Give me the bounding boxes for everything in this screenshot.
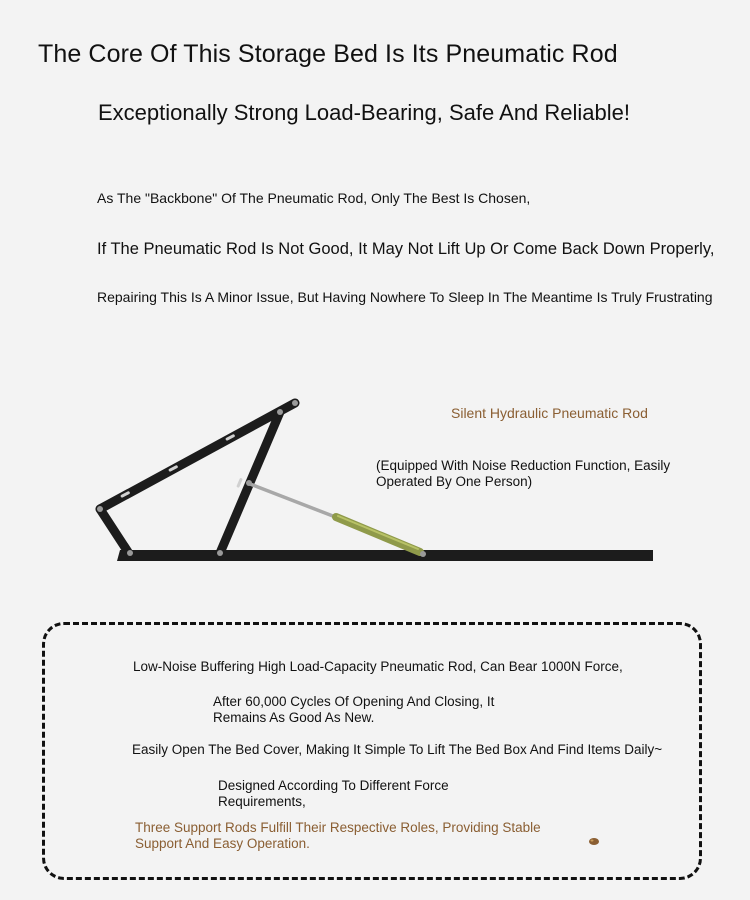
short-link xyxy=(100,509,130,555)
pivot xyxy=(127,550,133,556)
cylinder-highlight xyxy=(338,516,418,549)
rod-note: (Equipped With Noise Reduction Function, Easily Operated By One Person) xyxy=(376,458,671,489)
arm-slot xyxy=(236,478,243,488)
gas-cylinder xyxy=(336,517,420,552)
page-title: The Core Of This Storage Bed Is Its Pneumatic Rod xyxy=(38,40,618,68)
pivot xyxy=(97,506,103,512)
page-subtitle: Exceptionally Strong Load-Bearing, Safe And Reliable! xyxy=(98,100,631,125)
decor-dot-icon xyxy=(588,837,600,846)
feature-easy-open: Easily Open The Bed Cover, Making It Simple To Lift The Bed Box And Find Items Daily~ xyxy=(132,742,663,757)
rod-label: Silent Hydraulic Pneumatic Rod xyxy=(451,405,648,421)
feature-three-rods: Three Support Rods Fulfill Their Respective Roles, Providing Stable Support And Easy Operation. xyxy=(135,820,541,851)
piston-rod xyxy=(250,484,338,518)
intro-line-1: As The "Backbone" Of The Pneumatic Rod, Only The Best Is Chosen, xyxy=(97,190,531,206)
base-rail xyxy=(117,550,653,561)
feature-durability: After 60,000 Cycles Of Opening And Closing, It Remains As Good As New. xyxy=(213,694,495,725)
pivot xyxy=(420,551,426,557)
intro-line-3: Repairing This Is A Minor Issue, But Having Nowhere To Sleep In The Meantime Is Truly Frustrating xyxy=(97,289,713,305)
feature-load-capacity: Low-Noise Buffering High Load-Capacity Pneumatic Rod, Can Bear 1000N Force, xyxy=(133,659,623,674)
pivot xyxy=(217,550,223,556)
feature-force-design: Designed According To Different Force Requirements, xyxy=(218,778,449,809)
pivot xyxy=(277,409,283,415)
intro-line-2: If The Pneumatic Rod Is Not Good, It May Not Lift Up Or Come Back Down Properly, xyxy=(97,240,715,258)
pivot xyxy=(292,400,298,406)
pivot xyxy=(246,480,252,486)
